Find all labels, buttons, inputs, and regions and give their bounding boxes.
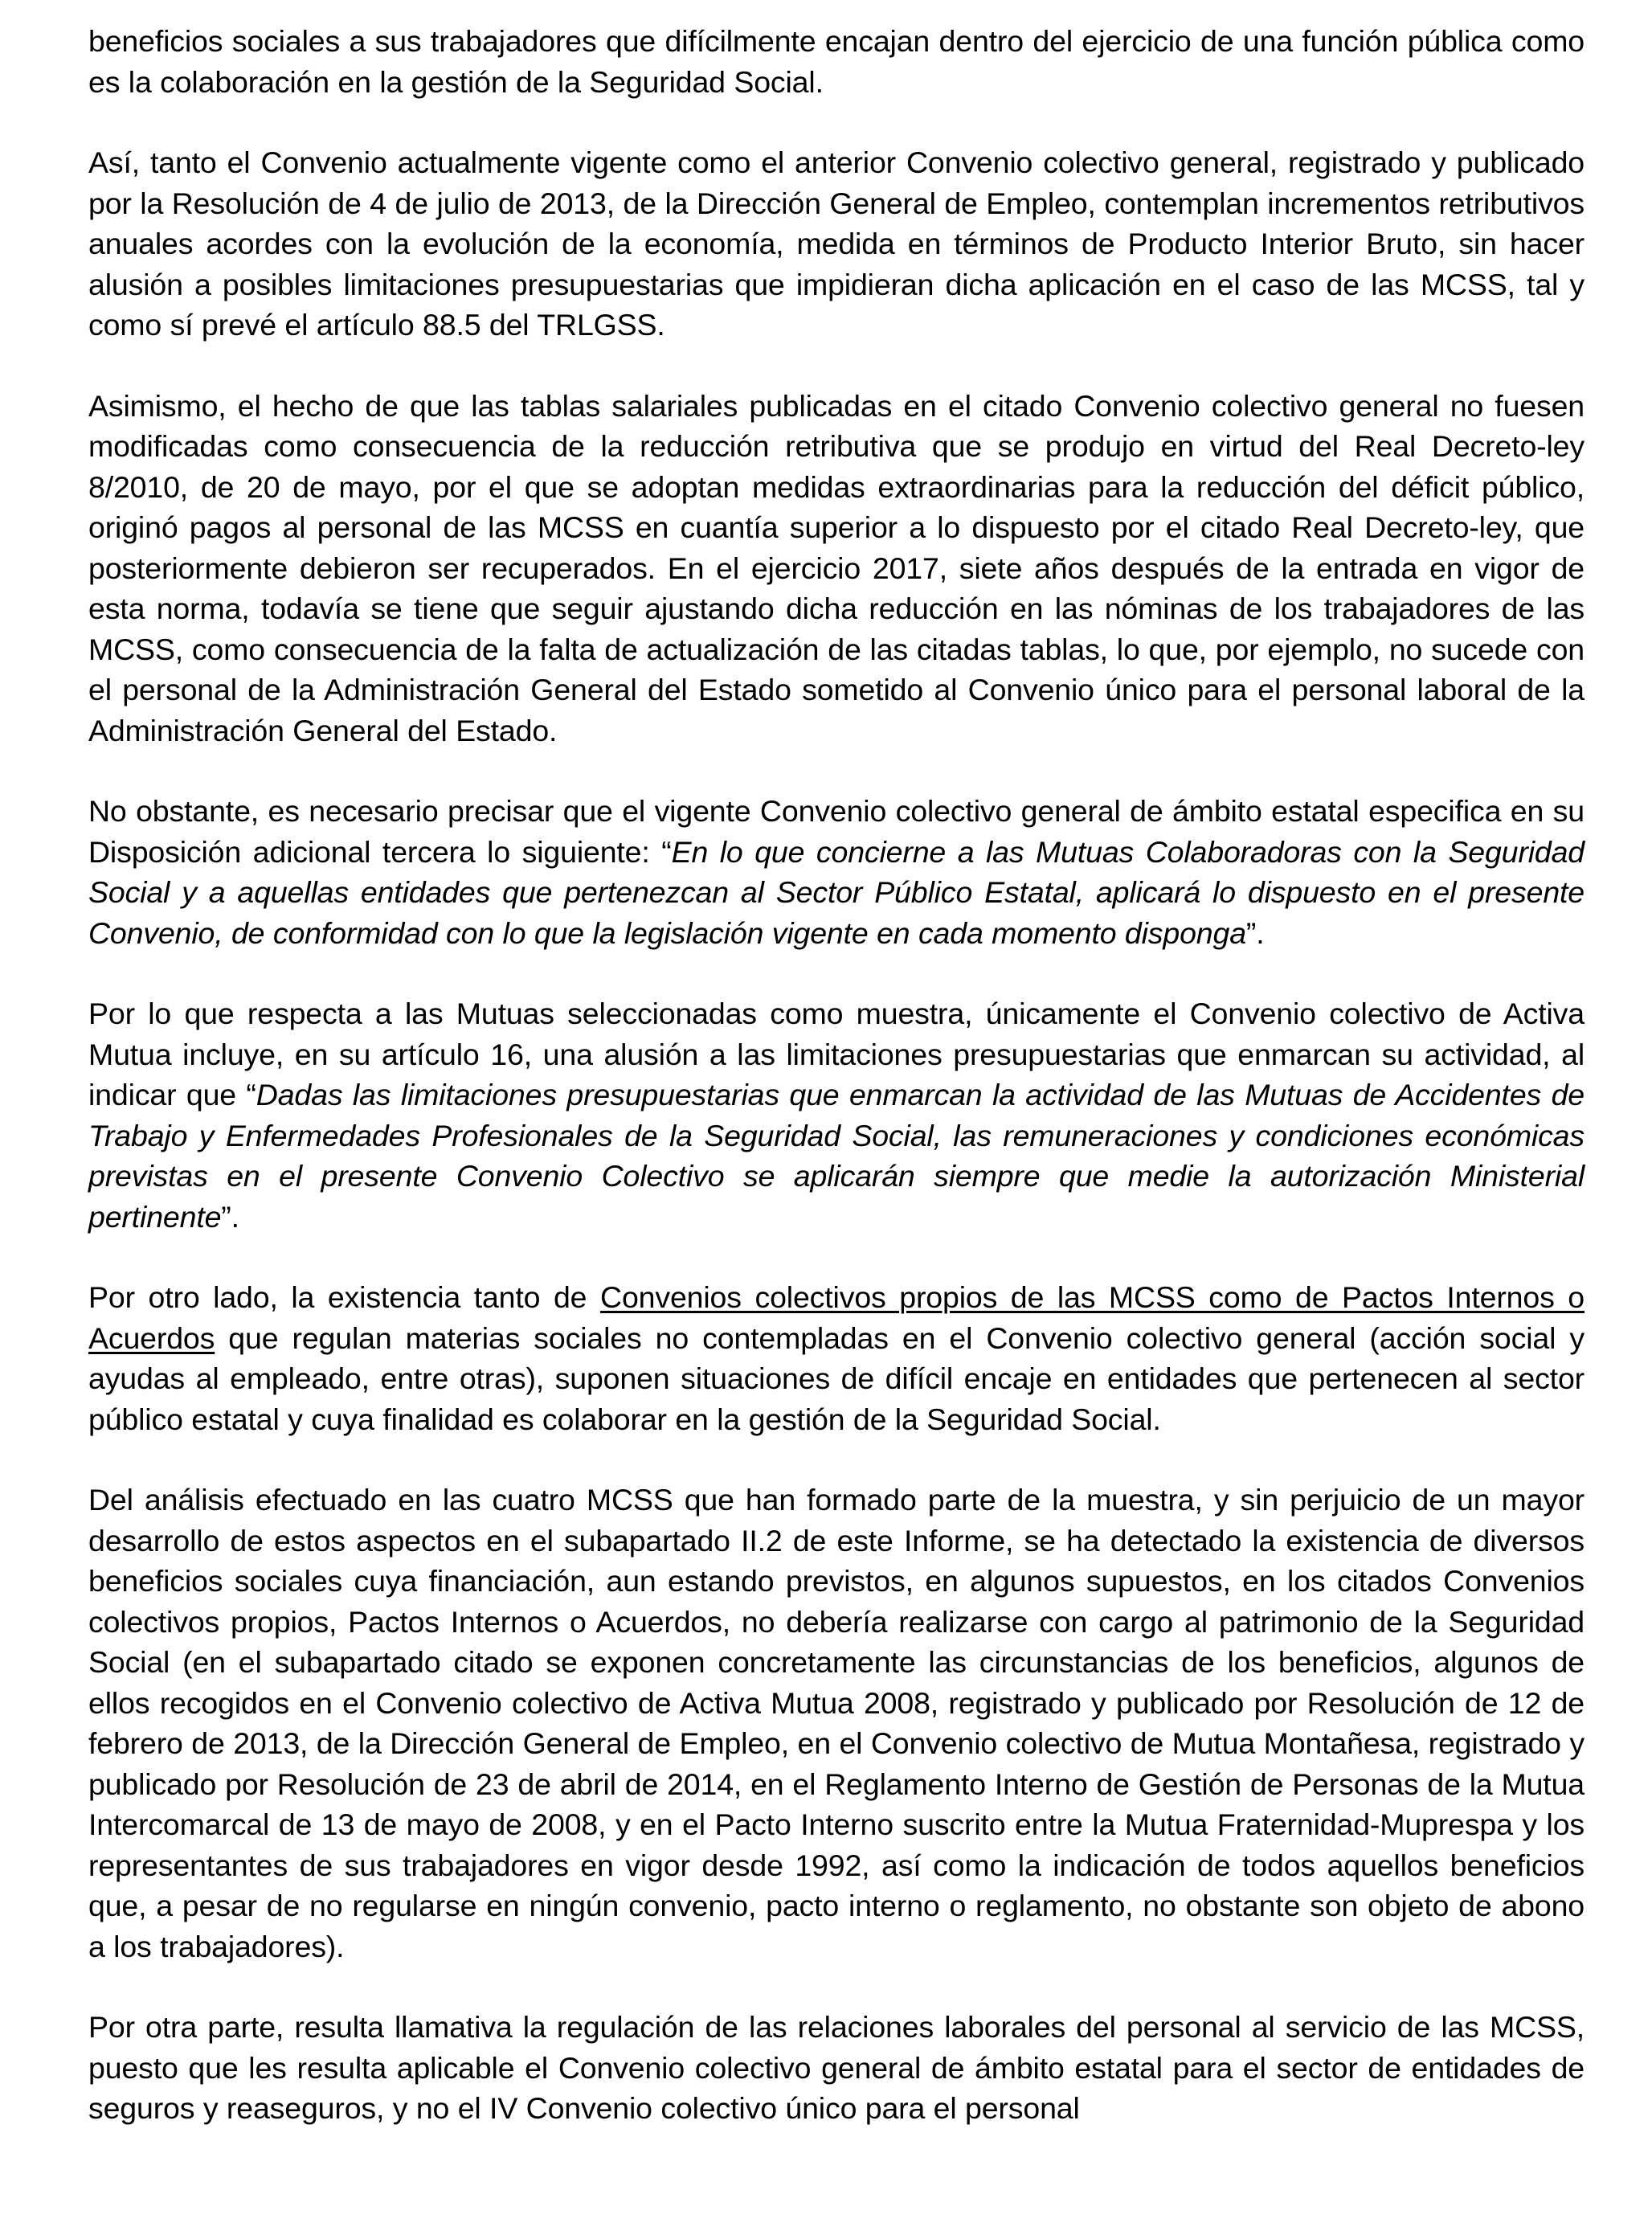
- body-text: Por otra parte, resulta llamativa la regulación de las relaciones laborales del personal al servicio de las MCSS, puesto que les resulta aplicable el Convenio colectivo general de ámbito estatal para el sector de entidades de seguros y reaseguros, y no el IV Convenio colectivo único para el personal: [88, 2010, 1585, 2125]
- paragraph-no-obstante-disposicion-adicional: [88, 791, 1585, 953]
- body-text: que regulan materias sociales no contempladas en el Convenio colectivo general (acción social y ayudas al empleado, entre otras), suponen situaciones de difícil encaje en entidades que pertenecen al sector público estatal y cuya finalidad es colaborar en la gestión de la Seguridad Social.: [88, 1320, 1585, 1436]
- body-text: beneficios sociales a sus trabajadores que difícilmente encajan dentro del ejercicio de una función pública como es la colaboración en la gestión de la Seguridad Social.: [88, 24, 1585, 99]
- quoted-italic-text: En lo que concierne a las Mutuas Colaboradoras con la Seguridad Social y a aquellas entidades que pertenezcan al Sector Público Estatal, aplicará lo dispuesto en el presente Convenio, de conformidad con lo que la legislación vigente en cada momento disponga: [88, 834, 1585, 950]
- body-text: Así, tanto el Convenio actualmente vigente como el anterior Convenio colectivo general, registrado y publicado por la Resolución de 4 de julio de 2013, de la Dirección General de Empleo, contemplan incrementos retributivos anuales acordes con la evolución de la economía, medida en términos de Producto Interior Bruto, sin hacer alusión a posibles limitaciones presupuestarias que impidieran dicha aplicación en el caso de las MCSS, tal y como sí prevé el artículo 88.5 del TRLGSS.: [88, 145, 1585, 342]
- paragraph-asimismo-tablas-salariales: [88, 386, 1585, 751]
- body-text: Del análisis efectuado en las cuatro MCSS que han formado parte de la muestra, y sin perjuicio de un mayor desarrollo de estos aspectos en el subapartado II.2 de este Informe, se ha detectado la existencia de diversos beneficios sociales cuya financiación, aun estando previstos, en algunos supuestos, en los citados Convenios colectivos propios, Pactos Internos o Acuerdos, no debería realizarse con cargo al patrimonio de la Seguridad Social (en el subapartado citado se exponen concretamente las circunstancias de los beneficios, algunos de ellos recogidos en el Convenio colectivo de Activa Mutua 2008, registrado y publicado por Resolución de 12 de febrero de 2013, de la Dirección General de Empleo, en el Convenio colectivo de Mutua Montañesa, registrado y publicado por Resolución de 23 de abril de 2014, en el Reglamento Interno de Gestión de Personas de la Mutua Intercomarcal de 13 de mayo de 2008, y en el Pacto Interno suscrito entre la Mutua Fraternidad-Muprespa y los representantes de sus trabajadores en vigor desde 1992, así como la indicación de todos aquellos beneficios que, a pesar de no regularse en ningún convenio, pacto interno o reglamento, no obstante son objeto de abono a los trabajadores).: [88, 1483, 1585, 1963]
- paragraph-beneficios-sociales: [88, 21, 1585, 102]
- body-text: ”.: [1245, 915, 1265, 950]
- paragraph-por-otro-lado-convenios-propios: [88, 1277, 1585, 1439]
- body-text: Por lo que respecta a las Mutuas seleccionadas como muestra, únicamente el Convenio colectivo de Activa Mutua incluye, en su artículo 16, una alusión a las limitaciones presupuestarias que enmarcan su actividad, al indicar que “: [88, 997, 1585, 1111]
- paragraph-asi-tanto-convenio: [88, 142, 1585, 346]
- underlined-text: Convenios colectivos propios de las MCSS como de Pactos Internos o Acuerdos: [88, 1280, 1585, 1355]
- paragraph-por-otra-parte-relaciones-laborales: [88, 2007, 1585, 2129]
- body-text: ”.: [221, 1199, 239, 1234]
- body-text: Asimismo, el hecho de que las tablas salariales publicadas en el citado Convenio colectivo general no fuesen modificadas como consecuencia de la reducción retributiva que se produjo en virtud del Real Decreto-ley 8/2010, de 20 de mayo, por el que se adoptan medidas extraordinarias para la reducción del déficit público, originó pagos al personal de las MCSS en cuantía superior a lo dispuesto por el citado Real Decreto-ley, que posteriormente debieron ser recuperados. En el ejercicio 2017, siete años después de la entrada en vigor de esta norma, todavía se tiene que seguir ajustando dicha reducción en las nóminas de los trabajadores de las MCSS, como consecuencia de la falta de actualización de las citadas tablas, lo que, por ejemplo, no sucede con el personal de la Administración General del Estado sometido al Convenio único para el personal laboral de la Administración General del Estado.: [88, 388, 1585, 747]
- body-text: Por otro lado, la existencia tanto de: [88, 1280, 601, 1314]
- body-text: No obstante, es necesario precisar que el vigente Convenio colectivo general de ámbito estatal especifica en su Disposición adicional tercera lo siguiente: “: [88, 794, 1585, 869]
- quoted-italic-text: Dadas las limitaciones presupuestarias que enmarcan la actividad de las Mutuas de Accidentes de Trabajo y Enfermedades Profesionales de la Seguridad Social, las remuneraciones y condiciones económicas previstas en el presente Convenio Colectivo se aplicarán siempre que medie la autorización Ministerial pertinente: [88, 1078, 1585, 1234]
- document-body: [88, 21, 1585, 2129]
- paragraph-del-analisis-efectuado: [88, 1480, 1585, 1967]
- paragraph-por-lo-que-respecta-activa-mutua: [88, 993, 1585, 1237]
